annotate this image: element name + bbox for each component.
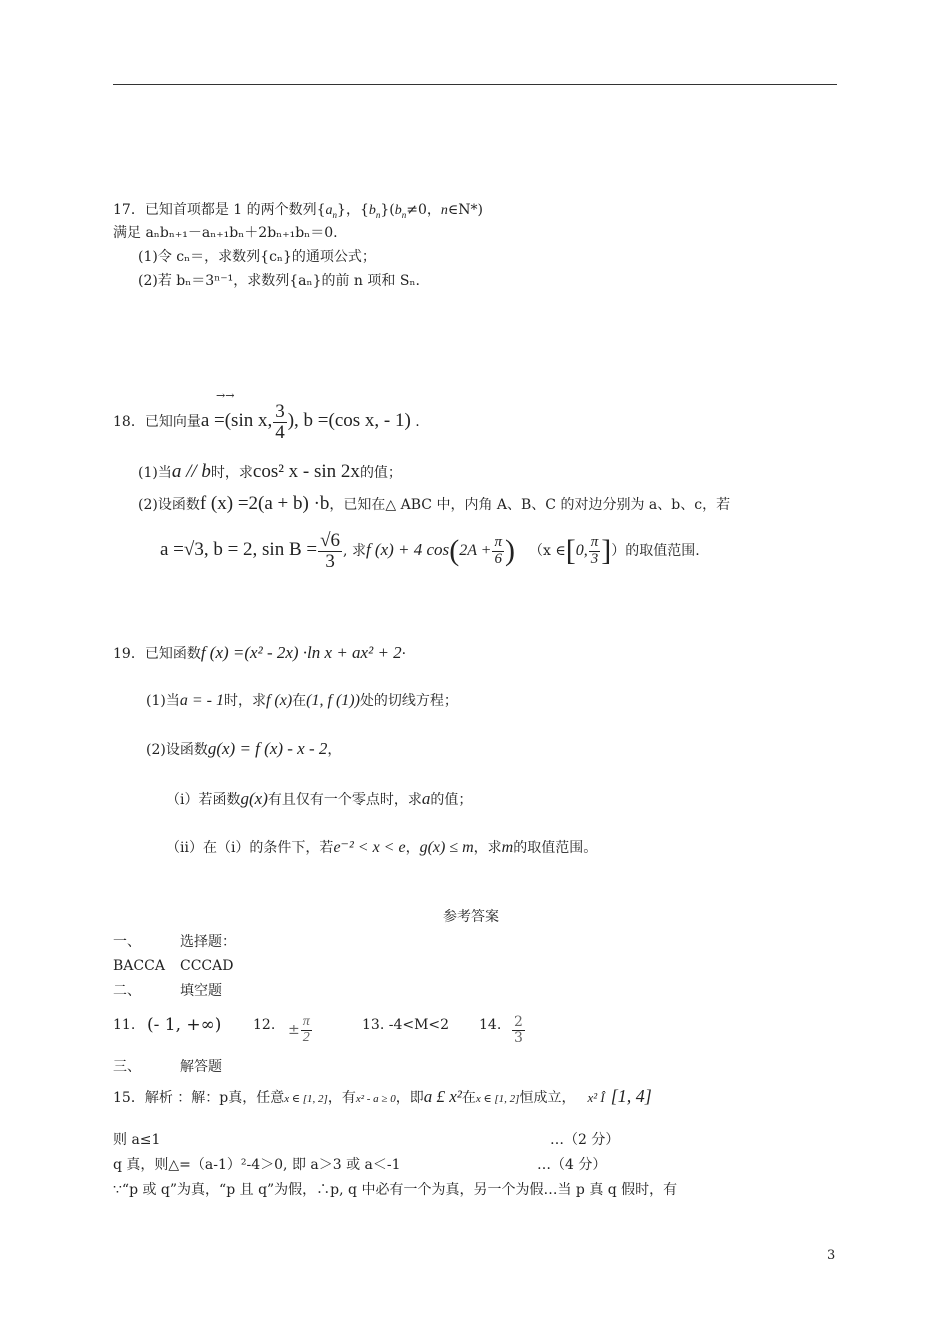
q18-line-1: 18．已知向量a =(sin x, $\frac{3}{4}$ ), b =(cos x, - 1) . [113,400,420,443]
q18-part-2-condition: a =√3, b = 2, sin B = $\frac{√6}{3}$ , 求f (x) + 4 cos(2A + $\frac{\pi}{6}$ ) （x ∈[0, $\frac{\pi}{3}$ ]）的取值范围. [160,529,700,572]
section-2-title: 填空题 [180,983,222,999]
fraction-sqrt6-3: $\frac{√6}{3}$ [320,529,341,572]
q17-line-1: 17．已知首项都是 1 的两个数列$\{a_n\}$，$\{b_n\}(b_n\ne 0$，n∈N*) [113,202,483,220]
q19-subpart-i: （ⅰ）若函数g(x)有且仅有一个零点时，求a的值； [166,789,473,808]
choices-group-2: CCCAD [180,958,234,974]
section-1-title: 选择题： [180,934,236,950]
q19-line-1: 19．已知函数f (x) =(x² - 2x) ·ln x + ax² + 2· [113,643,407,662]
section-3-num: 三、 [113,1059,141,1075]
answer-14-value [511,1007,526,1053]
q18-part-2: (2)设函数f (x) =2(a + b) ·b，已知在△ ABC 中，内角 A、B、C 的对边分别为 a、b、c，若 [138,493,731,514]
answer-15-score-1: …（2 分） [550,1132,620,1148]
answer-15-line-4: ∵“p 或 q”为真，“p 且 q”为假，∴p, q 中必有一个为真，另一个为假…当 p 真 q 假时，有 [113,1182,678,1198]
q19-part-2: (2)设函数g(x) = f (x) - x - 2， [146,739,342,758]
answer-15-line-3: q 真，则△=（a-1）²-4＞0, 即 a＞3 或 a＜-1 [113,1157,401,1173]
section-2-num: 二、 [113,983,141,999]
q18-part-1: (1)当a // b时，求cos² x - sin 2x的值； [138,461,402,482]
answer-12-value: ± $\frac{\pi}{2}$ [288,1013,310,1045]
q17-part-2: (2)若 bₙ＝3ⁿ⁻¹，求数列{aₙ}的前 n 项和 Sₙ. [138,273,420,289]
fraction-pi-2: $\frac{\pi}{2}$ [302,1013,310,1045]
section-1-num: 一、 [113,934,141,950]
answer-15-score-2: …（4 分） [537,1157,607,1173]
fraction-pi-6: $\frac{\pi}{6}$ [494,533,502,567]
q17-line-2: 满足 aₙbₙ₊₁－aₙ₊₁bₙ＋2bₙ₊₁bₙ＝0. [113,225,338,241]
answer-11-label: 11. [113,1017,136,1033]
answer-15-line-2: 则 a≤1 [113,1132,161,1148]
fraction-3-4: $\frac{3}{4}$ [275,400,285,443]
choices-group-1: BACCA [113,958,165,974]
fraction-pi-3: $\frac{\pi}{3}$ [590,533,599,567]
header-rule [113,84,837,85]
q19-part-1: (1)当a = - 1时，求f (x)在(1, f (1))处的切线方程； [146,692,458,709]
section-3-title: 解答题 [180,1059,222,1075]
answers-title: 参考答案 [443,909,499,925]
q19-subpart-ii: （ⅱ）在（ⅰ）的条件下，若e⁻² < x < e，g(x) ≤ m，求m的取值范围。 [166,839,598,856]
answer-14-label: 14. [479,1017,502,1033]
answer-13: 13. -4<M<2 [362,1017,450,1033]
answer-12-label: 12. [253,1017,276,1033]
fraction-2-3: $\frac{2}{3}$ [514,1013,523,1046]
answer-11-value: (- 1, +∞) [147,1015,222,1035]
page-number: 3 [827,1248,836,1263]
vector-arrows: →→ [216,389,235,402]
answer-15-line-1: 15．解析 ：解：p真，任意x ∈ [1, 2]，有x² - a ≥ 0，即a £ x²在x ∈ [1, 2]恒成立， x² Î [1, 4] [113,1086,652,1106]
q17-part-1: (1)令 cₙ＝，求数列{cₙ}的通项公式； [138,249,376,265]
